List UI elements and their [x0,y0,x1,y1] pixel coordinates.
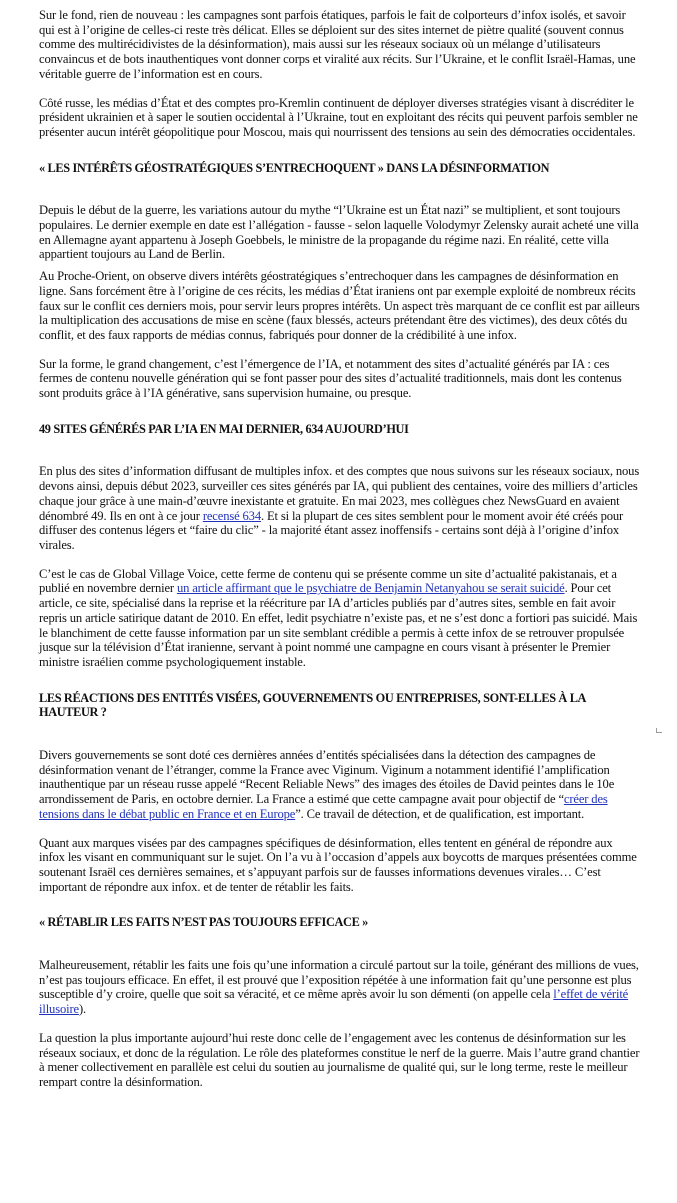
paragraph-global-village-voice [39,567,641,670]
section-heading-interets-geostrategiques: « LES INTÉRÊTS GÉOSTRATÉGIQUES S’ENTRECHOQUENT » DANS LA DÉSINFORMATION [39,160,550,175]
paragraph-verite-text-end: ). [78,1002,86,1017]
paragraph-sites-ia-text-end: . Et si la plupart de ces sites semblent pour le moment avoir été créés pour diffuser des contenus légers et “faire du clic” - la majorité étant assez inoffensifs - certains sont déjà à l’origine d’infox virales. [39,508,624,552]
paragraph-mythe-etat-nazi: Depuis le début de la guerre, les variations autour du mythe “l’Ukraine est un État nazi” se multiplient, et sont toujours populaires. Le dernier exemple en date est l’allégation - fausse - selon laquelle Volodymyr Zelensky aurait acheté une villa en Allemagne ayant appartenu à Joseph Goebbels, le ministre de la propagande du régime nazi. En réalité, cette villa appartient toujours au Land de Berlin. [39,203,639,262]
recense-634-link[interactable]: recensé 634 [202,508,261,523]
article-body [39,8,641,1090]
paragraph-verite-text-start: Malheureusement, rétablir les faits une fois qu’une information a circulé partout sur la toile, générant des millions de vues, n’est pas toujours efficace. En effet, il est prouvé que l’exposition répétée à une information fait qu’une personne est plus susceptible d’y croire, quelle que soit sa véracité, et ce même après avoir lu son démenti (on appelle cela [39,958,639,1002]
paragraph-gvv-text-start: C’est le cas de Global Village Voice, cette ferme de contenu qui se présente comme un site d’actualité pakistanais, et a publié en novembre dernier [39,566,617,596]
paragraph-sites-ia [39,464,641,552]
paragraph-viginum [39,748,641,822]
paragraph-sites-ia-text-start: En plus des sites d’information diffusant de multiples infox. et des comptes que nous suivons sur les réseaux sociaux, nous devons ainsi, depuis début 2023, surveiller ces sites générés par IA, qui publient des centaines, voire des milliers d’articles chaque jour grâce à une main-d’œuvre inexistante et gratuite. En mai 2023, mes collègues chez NewsGuard en avaient dénombré 49. Ils en ont à ce jour [39,464,640,523]
paragraph-verite-illusoire [39,958,641,1017]
paragraph-question-importante: La question la plus importante aujourd’hui reste donc celle de l’engagement avec les contenus de désinformation sur les réseaux sociaux, et donc de la régulation. Le rôle des plateformes constitue le nerf de la guerre. Mais l’autre grand chantier à mener collectivement en parallèle est celui du soutien au journalisme de qualité qui, sur le long terme, reste le meilleur rempart contre la désinformation. [39,1030,640,1089]
paragraph-emergence-ia: Sur la forme, le grand changement, c’est l’émergence de l’IA, et notamment des sites d’actualité générés par IA : ces fermes de contenu nouvelle génération qui se font passer pour des sites d’actualité traditionnels, mais dont les contenus sont produits grâce à l’IA générative, sans supervision humaine, ou presque. [39,356,622,401]
netanyahou-psychiatre-article-link[interactable]: un article affirmant que le psychiatre de Benjamin Netanyahou se serait suicidé [176,581,565,596]
paragraph-cote-russe: Côté russe, les médias d’État et des comptes pro-Kremlin continuent de déployer diverses stratégies visant à discréditer le président ukrainien et à saper le soutien occidental à l’Ukraine, tout en exploitant des récits qui peuvent parfois sembler ne présenter aucun intérêt géopolitique pour Moscou, mais qui nourrissent des tensions au sein des démocraties occidentales. [39,95,638,139]
section-heading-reactions-entites: LES RÉACTIONS DES ENTITÉS VISÉES, GOUVERNEMENTS OU ENTREPRISES, SONT-ELLES À LA HAUTEUR ? [39,690,586,720]
creer-des-tensions-link[interactable]: créer des tensions dans le débat public en France et en Europe [39,792,608,821]
paragraph-marques-visees: Quant aux marques visées par des campagnes spécifiques de désinformation, elles tentent en général de répondre aux infox les visant en communiquant sur le sujet. On l’a vu à l’occasion d’appels aux boycotts de marques présentées comme soutenant Israël ces dernières semaines, et s’appuyant parfois sur de fausses informations devenues virales… C’est important de répondre aux infox. et de tenter de rétablir les faits. [39,835,637,894]
paragraph-sur-le-fond: Sur le fond, rien de nouveau : les campagnes sont parfois étatiques, parfois le fait de colporteurs d’infox isolés, et savoir qui est à l’origine de celles-ci reste très délicat. Elles se déploient sur des sites internet de piètre qualité (souvent connus comme des multirécidivistes de la désinformation), mais aussi sur les réseaux sociaux où un mélange d’utilisateurs convaincus et de bots inauthentiques vont donner corps et viralité aux récits. Sur l’Ukraine, et le conflit Israël-Hamas, une véritable guerre de l’information est en cours. [39,8,636,81]
paragraph-viginum-text-end: ”. Ce travail de détection, et de qualification, est important. [295,806,585,821]
section-heading-sites-generes-ia: 49 SITES GÉNÉRÉS PAR L’IA EN MAI DERNIER, 634 AUJOURD’HUI [39,421,409,436]
effet-de-verite-illusoire-link[interactable]: l’effet de vérité illusoire [39,987,629,1017]
paragraph-mark-icon [656,728,662,733]
paragraph-proche-orient: Au Proche-Orient, on observe divers intérêts géostratégiques s’entrechoquer dans les campagnes de désinformation en ligne. Sans forcément être à l’origine de ces récits, les médias d’État iraniens ont par exemple exploité de nombreux récits faux sur le conflit ces derniers mois, pour servir leurs propres intérêts. Un aspect très marquant de ce conflit est par ailleurs la multiplication des accusations de mise en scène (faux blessés, acteurs prétendant être des victimes), des deux côtés du conflit, et des faux rapports de médias connus, fabriqués pour donner de la crédibilité à une infox. [39,269,640,342]
paragraph-viginum-text-start: Divers gouvernements se sont doté ces dernières années d’entités spécialisées dans la détection des campagnes de désinformation venant de l’étranger, comme la France avec Viginum. Viginum a notamment identifié l’amplification inauthentique par un réseau russe appelé “Recent Reliable News” des images des étoiles de David peintes dans le 10e arrondissement de Paris, en octobre dernier. La France a estimé que cette campagne avait pour objectif de “ [39,748,615,807]
paragraph-gvv-text-end: . Pour cet article, ce site, spécialisé dans la reprise et la réécriture par IA d’articles publiés par d’autres sites, semble en fait avoir repris un article satirique datant de 2010. En effet, ledit psychiatre n’existe pas, et ne s’est donc a fortiori pas suicidé. Mais le blanchiment de cette fausse information par un site semblant crédible a permis à cette infox de se retrouver propulsée jusque sur la télévision d’État iranienne, servant à point nommé une campagne en cours visant à présenter le Premier ministre israélien comme psychologiquement instable. [39,581,638,669]
section-heading-retablir-les-faits: « RÉTABLIR LES FAITS N’EST PAS TOUJOURS EFFICACE » [39,915,368,930]
